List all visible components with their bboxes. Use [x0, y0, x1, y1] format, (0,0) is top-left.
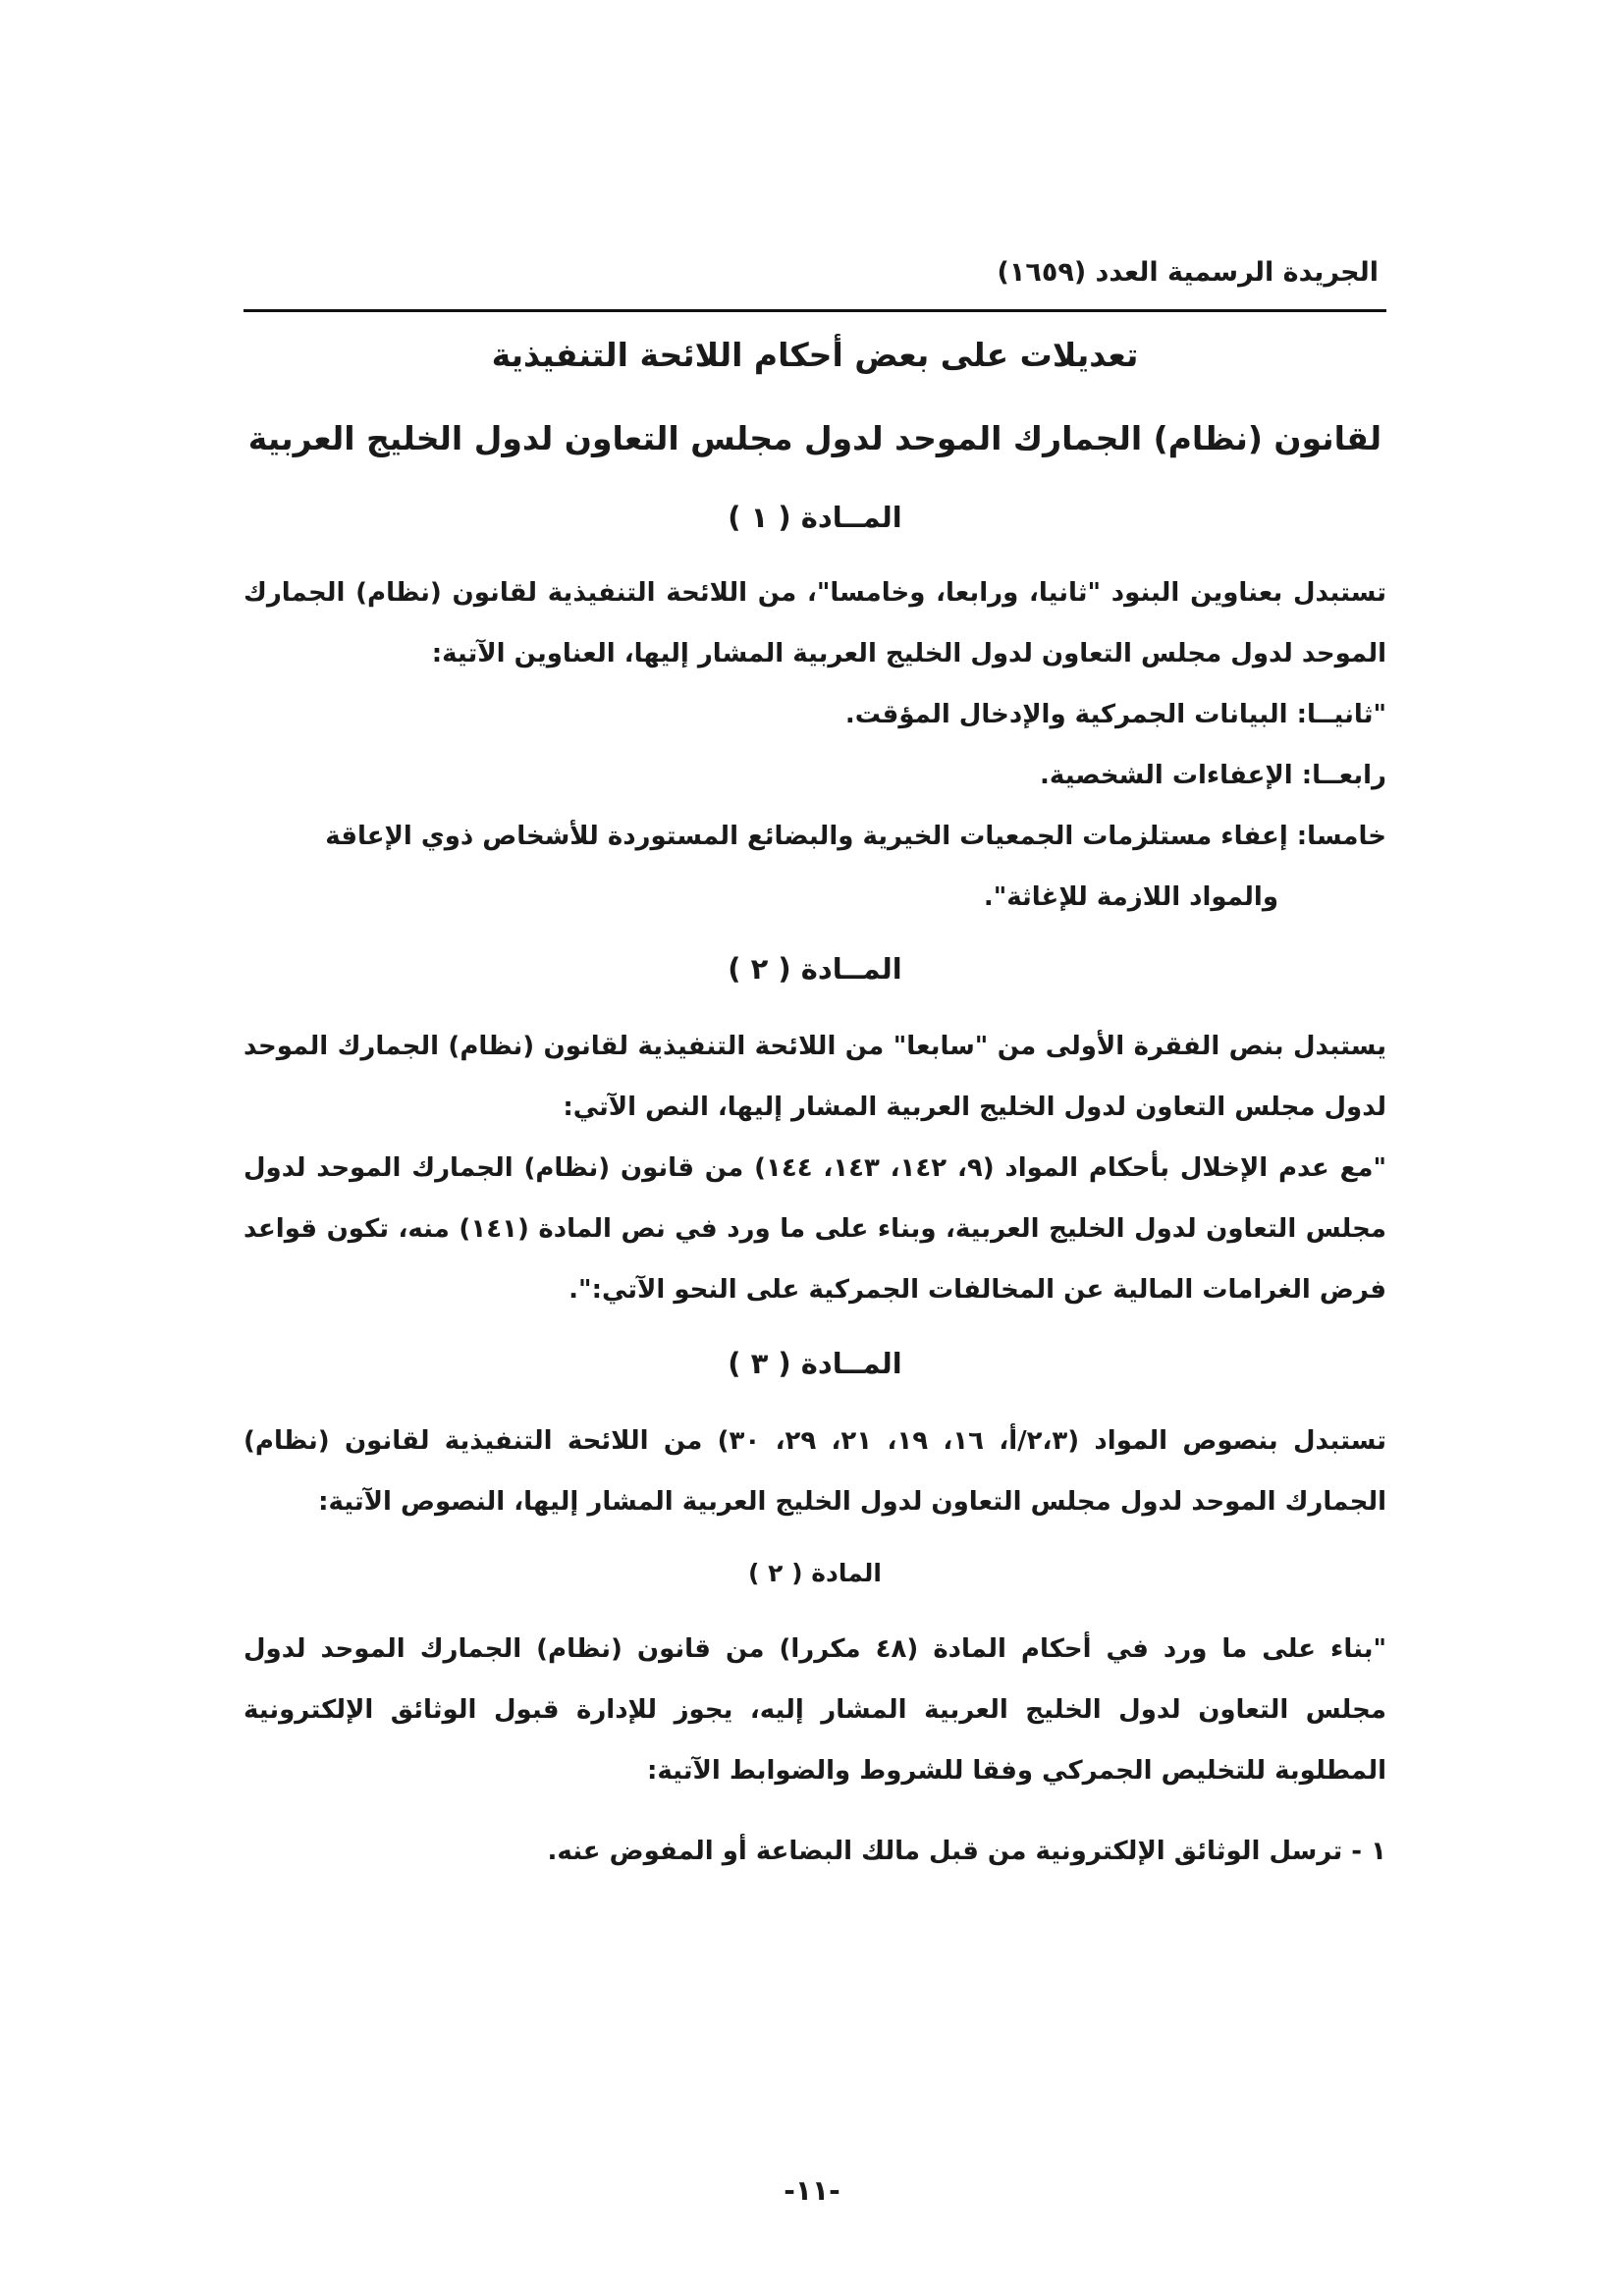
document-title-line-2: لقانون (نظام) الجمارك الموحد لدول مجلس التعاون لدول الخليج العربية [247, 419, 1382, 457]
article-1-item-5-line-1: خامسا: إعفاء مستلزمات الجمعيات الخيرية والبضائع المستوردة للأشخاص ذوي الإعاقة [325, 822, 1386, 851]
article-1-heading: المــادة ( ١ ) [728, 501, 902, 534]
header-rule [244, 309, 1386, 312]
article-2 [244, 945, 1386, 1320]
article-1-item-4: رابعــا: الإعفاءات الشخصية. [1040, 761, 1386, 790]
article-2-text: "مع عدم الإخلال بأحكام المواد (٩، ١٤٢، ١٤٣، ١٤٤) من قانون (نظام) الجمارك الموحد لدول مجلس التعاون لدول الخليج العربية، وبناء على ما ورد في نص المادة (١٤١) منه، تكون قواعد فرض الغرامات المالية عن المخالفات الجمركية على النحو الآتي:". [244, 1153, 1387, 1305]
article-2-intro: يستبدل بنص الفقرة الأولى من "سابعا" من اللائحة التنفيذية لقانون (نظام) الجمارك الموحد لدول مجلس التعاون لدول الخليج العربية المشار إليها، النص الآتي: [244, 1032, 1386, 1122]
article-3-inner-heading: المادة ( ٢ ) [748, 1559, 882, 1587]
article-3 [244, 1340, 1386, 1882]
article-3-heading: المــادة ( ٣ ) [728, 1347, 902, 1380]
article-3-intro: تستبدل بنصوص المواد (٢،٣/أ، ١٦، ١٩، ٢١، ٢٩، ٣٠) من اللائحة التنفيذية لقانون (نظام) الجمارك الموحد لدول مجلس التعاون لدول الخليج العربية المشار إليها، النصوص الآتية: [244, 1426, 1386, 1517]
article-1 [244, 494, 1386, 928]
article-1-item-2: "ثانيــا: البيانات الجمركية والإدخال المؤقت. [844, 700, 1386, 729]
article-2-heading: المــادة ( ٢ ) [728, 952, 902, 986]
document-body [244, 324, 1386, 1882]
article-1-intro: تستبدل بعناوين البنود "ثانيا، ورابعا، وخامسا"، من اللائحة التنفيذية لقانون (نظام) الجمارك الموحد لدول مجلس التعاون لدول الخليج العربية المشار إليها، العناوين الآتية: [244, 578, 1386, 668]
article-3-item-1: ١ - ترسل الوثائق الإلكترونية من قبل مالك البضاعة أو المفوض عنه. [547, 1837, 1386, 1866]
article-1-item-5-line-2: والمواد اللازمة للإغاثة". [983, 882, 1278, 912]
page-number: -١١- [784, 2174, 840, 2207]
running-header: الجريدة الرسمية العدد (١٦٥٩) [997, 257, 1379, 288]
document-title-line-1: تعديلات على بعض أحكام اللائحة التنفيذية [491, 336, 1139, 374]
article-3-inner-text: "بناء على ما ورد في أحكام المادة (٤٨ مكررا) من قانون (نظام) الجمارك الموحد لدول مجلس التعاون لدول الخليج العربية المشار إليه، يجوز للإدارة قبول الوثائق الإلكترونية المطلوبة للتخليص الجمركي وفقا للشروط والضوابط الآتية: [244, 1634, 1386, 1786]
